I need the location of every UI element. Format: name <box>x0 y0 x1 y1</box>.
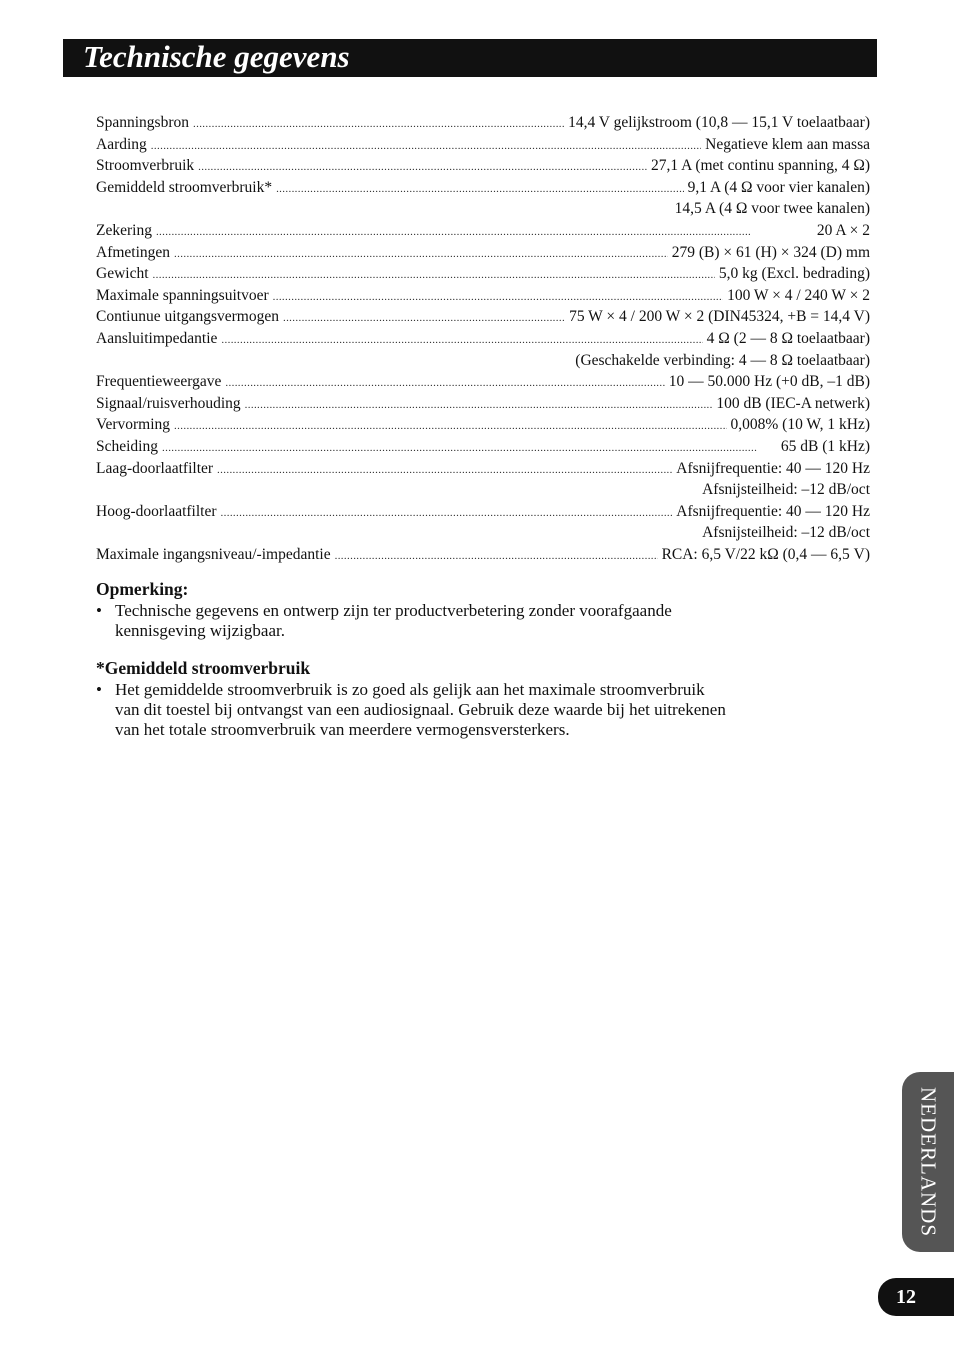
spec-value: Afsnijsteilheid: –12 dB/oct <box>702 481 870 499</box>
spec-value: Afsnijsteilheid: –12 dB/oct <box>702 524 870 542</box>
spec-row <box>96 501 870 523</box>
note-text: Technische gegevens en ontwerp zijn ter productverbetering zonder voorafgaande kennisgeving wijzigbaar. <box>115 601 672 640</box>
spec-label: Contiunue uitgangsvermogen <box>96 308 279 326</box>
bullet-icon: • <box>96 601 102 620</box>
dot-leader <box>221 501 673 525</box>
note-item <box>96 601 726 641</box>
dot-leader <box>335 544 658 568</box>
spec-row <box>96 458 870 480</box>
dot-leader <box>217 458 672 482</box>
spec-row <box>96 306 870 328</box>
spec-value: 20 A × 2 <box>816 221 870 239</box>
dot-leader <box>151 134 701 158</box>
spec-label: Gemiddeld stroomverbruik* <box>96 178 273 196</box>
spec-value: Negatieve klem aan massa <box>705 135 870 153</box>
spec-value: 75 W × 4 / 200 W × 2 (DIN45324, +B = 14,4 V) <box>569 308 870 326</box>
spec-value: 14,4 V gelijkstroom (10,8 — 15,1 V toelaatbaar) <box>568 114 870 131</box>
spec-value: 100 W × 4 / 240 W × 2 <box>727 286 870 304</box>
dot-leader <box>283 306 565 330</box>
spec-row <box>96 155 870 177</box>
spec-label: Zekering <box>96 221 152 239</box>
page-title: Technische gegevens <box>83 39 350 74</box>
spec-row <box>96 112 870 134</box>
spec-row <box>96 134 870 156</box>
dot-leader <box>225 371 664 395</box>
spec-value: 14,5 A (4 Ω voor twee kanalen) <box>674 200 870 218</box>
spec-label: Vervorming <box>96 416 171 434</box>
dot-leader <box>198 155 647 179</box>
dot-leader <box>153 263 715 287</box>
dot-leader <box>174 414 726 438</box>
spec-label: Spanningsbron <box>96 114 189 131</box>
dot-leader <box>193 112 564 136</box>
language-tab <box>902 1072 954 1252</box>
note-heading: Opmerking: <box>96 579 189 599</box>
language-label: NEDERLANDS <box>916 1087 941 1237</box>
page-number: 12 <box>896 1286 916 1308</box>
notes-section <box>96 578 726 756</box>
spec-value: Afsnijfrequentie: 40 — 120 Hz <box>676 502 870 520</box>
note-text: Het gemiddelde stroomverbruik is zo goed als gelijk aan het maximale stroomverbruik van dit toestel bij ontvangst van een audiosignaal. Gebruik deze waarde bij het uitrekenen van het totale stroomverbruik van meerdere vermogensversterkers. <box>115 680 726 739</box>
spec-value: RCA: 6,5 V/22 kΩ (0,4 — 6,5 V) <box>661 545 870 563</box>
spec-row <box>96 522 870 544</box>
spec-row <box>96 242 870 264</box>
spec-value: 65 dB (1 kHz) <box>780 437 870 455</box>
spec-value: (Geschakelde verbinding: 4 — 8 Ω toelaatbaar) <box>575 351 870 369</box>
spec-value: 4 Ω (2 — 8 Ω toelaatbaar) <box>706 329 870 347</box>
spec-label: Aansluitimpedantie <box>96 329 218 347</box>
spec-label: Signaal/ruisverhouding <box>96 394 241 412</box>
dot-leader <box>273 285 723 309</box>
dot-leader <box>245 393 713 417</box>
spec-label: Aarding <box>96 135 147 153</box>
note-block <box>96 578 726 641</box>
spec-value: 100 dB (IEC-A netwerk) <box>716 394 870 412</box>
spec-label: Hoog-doorlaatfilter <box>96 502 217 520</box>
spec-label: Scheiding <box>96 437 158 455</box>
title-bar <box>63 39 877 77</box>
spec-label: Stroomverbruik <box>96 157 195 175</box>
spec-row <box>96 263 870 285</box>
dot-leader <box>174 242 668 266</box>
spec-label: Frequentieweergave <box>96 373 222 391</box>
spec-value: 10 — 50.000 Hz (+0 dB, –1 dB) <box>668 373 870 391</box>
spec-label: Afmetingen <box>96 243 171 261</box>
spec-label: Laag-doorlaatfilter <box>96 459 214 477</box>
spec-row <box>96 371 870 393</box>
spec-row <box>96 285 870 307</box>
spec-list <box>96 112 870 565</box>
dot-leader <box>221 328 702 352</box>
spec-row <box>96 436 870 458</box>
spec-value: 9,1 A (4 Ω voor vier kanalen) <box>687 178 870 196</box>
spec-row <box>96 479 870 501</box>
note-heading: *Gemiddeld stroomverbruik <box>96 658 311 678</box>
spec-label: Maximale ingangsniveau/-impedantie <box>96 545 331 563</box>
dot-leader <box>156 220 813 244</box>
spec-row <box>96 393 870 415</box>
dot-leader <box>162 436 777 460</box>
spec-row <box>96 414 870 436</box>
spec-label: Gewicht <box>96 265 149 283</box>
spec-row <box>96 350 870 372</box>
spec-value: 27,1 A (met continu spanning, 4 Ω) <box>650 157 870 175</box>
note-block <box>96 657 726 740</box>
bullet-icon: • <box>96 680 102 699</box>
spec-label: Maximale spanningsuitvoer <box>96 286 269 304</box>
spec-row <box>96 544 870 566</box>
dot-leader <box>276 177 684 201</box>
spec-row <box>96 220 870 242</box>
spec-value: 279 (B) × 61 (H) × 324 (D) mm <box>671 243 870 261</box>
spec-value: 5,0 kg (Excl. bedrading) <box>718 265 870 283</box>
spec-value: Afsnijfrequentie: 40 — 120 Hz <box>676 459 870 477</box>
note-item <box>96 680 726 740</box>
spec-row <box>96 198 870 220</box>
spec-value: 0,008% (10 W, 1 kHz) <box>730 416 870 434</box>
spec-row <box>96 328 870 350</box>
page-number-badge <box>878 1278 954 1316</box>
spec-row <box>96 177 870 199</box>
